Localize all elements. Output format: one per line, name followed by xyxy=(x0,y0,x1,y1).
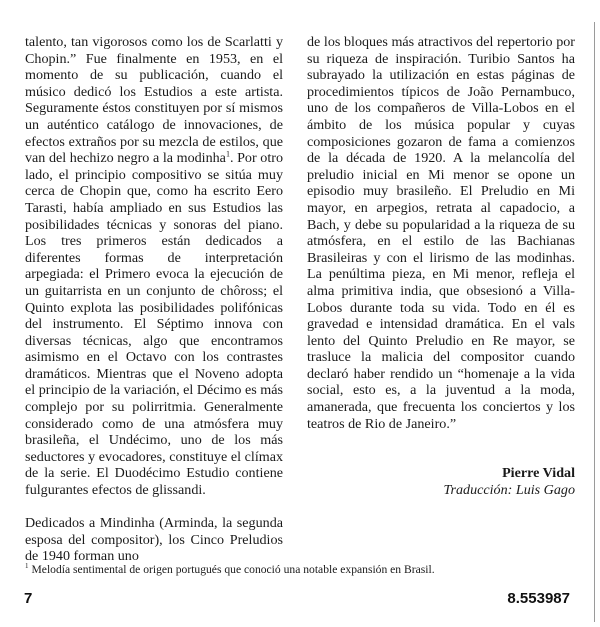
left-column xyxy=(25,34,283,565)
footnote-marker: 1 xyxy=(25,562,29,571)
right-paragraph-1: de los bloques más atractivos del repertorio por su riqueza de inspiración. Turibio Santos ha subrayado la utilización en estas páginas de procedimientos típicos de João Pernambuco, uno de los compañeros de Villa-Lobos en el ámbito de los música popular y cuyas composiciones gozaron de fama a comienzos de la década de 1920. A la melancolía del preludio inicial en Mi menor se opone un episodio muy brasileño. El Preludio en Mi mayor, en arpegios, retrata al capadocio, a Bach, y debe su popularidad a la riqueza de su atmósfera, en el estilo de las Bachianas Brasileiras y con el lirismo de las modinhas. La penúltima pieza, en Mi menor, refleja el alma primitiva india, que obsesionó a Villa-Lobos durante toda su vida. Todo en él es gravedad e intensidad dramática. En el vals lento del Quinto Preludio en Re mayor, se trasluce la malicia del compositor cuando declaró haber rendido un “homenaje a la vida social, esto es, a la juventud a la moda, amanerada, que frecuenta los conciertos y los teatros de Rio de Janeiro.” xyxy=(307,34,575,432)
catalog-number: 8.553987 xyxy=(507,590,570,607)
left-paragraph-1 xyxy=(25,34,283,499)
left-paragraph-2: Dedicados a Mindinha (Arminda, la segunda esposa del compositor), los Cinco Preludios de 1940 forman uno xyxy=(25,515,283,565)
page-number: 7 xyxy=(24,590,33,607)
translator-credit: Traducción: Luis Gago xyxy=(443,481,575,498)
page-edge-line xyxy=(594,22,595,622)
footnote-reference: 1 xyxy=(225,149,230,159)
author-name: Pierre Vidal xyxy=(502,465,575,482)
right-column xyxy=(307,34,575,498)
left-paragraph-1-text-a: talento, tan vigorosos como los de Scarlatti y Chopin.” Fue finalmente en 1953, en el momento de su publicación, cuando el músico dedicó los Estudios a este artista. Seguramente éstos constituyen por sí mismos un auténtico catálogo de innovaciones, de efectos extraños por su mezcla de estilos, que van del hechizo negro a la modinha xyxy=(25,34,283,167)
signature-block xyxy=(307,465,575,498)
footnote-text: Melodía sentimental de origen portugués que conoció una notable expansión en Brasil. xyxy=(31,563,435,576)
footnote xyxy=(25,563,585,576)
left-paragraph-1-text-b: . Por otro lado, el principio compositivo se sitúa muy cerca de Chopin que, como ha escrito Eero Tarasti, había ampliado en sus Estudios las posibilidades técnicas y sonoras del piano. Los tres primeros están dedicados a diferentes formas de interpretación arpegiada: el Primero evoca la ejecución de un guitarrista en un conjunto de chôross; el Quinto explota las posibilidades polifónicas del instrumento. El Séptimo innova con diversas técnicas, algo que encontramos asimismo en el Octavo con los contrastes dramáticos. Mientras que el Noveno adopta el principio de la variación, el Décimo es más complejo por su polirritmia. Generalmente considerado como de una atmósfera muy brasileña, el Undécimo, uno de los más seductores y evocadores, constituye el clímax de la serie. El Duodécimo Estudio contiene fulgurantes efectos de glissandi. xyxy=(25,150,283,499)
